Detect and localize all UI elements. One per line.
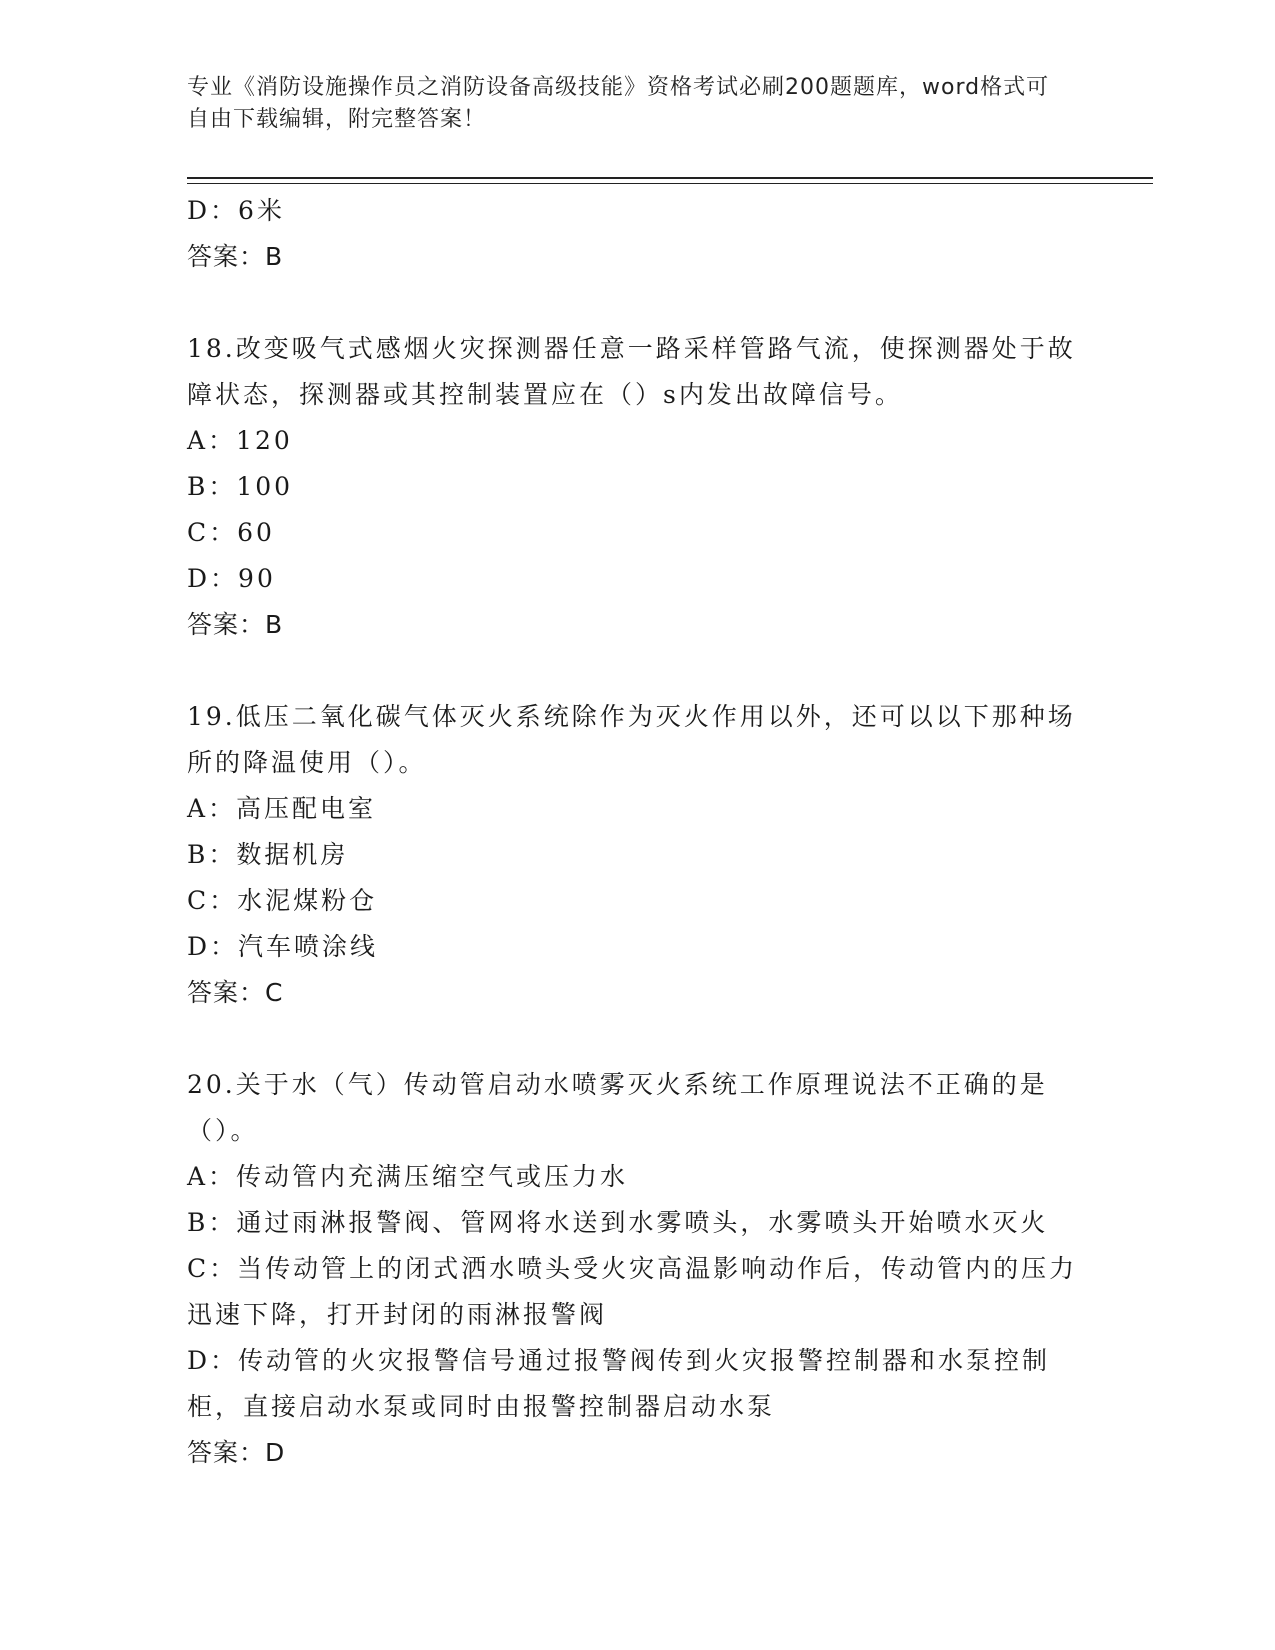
question-20-option-b: B：通过雨淋报警阀、管网将水送到水雾喷头，水雾喷头开始喷水灭火 — [187, 1208, 1049, 1237]
question-18-option-b: B：100 — [187, 472, 294, 501]
question-content — [187, 188, 1087, 1476]
question-19-option-b: B：数据机房 — [187, 840, 349, 869]
question-20-option-c: C：当传动管上的闭式洒水喷头受火灾高温影响动作后，传动管内的压力迅速下降，打开封闭的雨淋报警阀 — [187, 1254, 1078, 1329]
question-19-stem: 19.低压二氧化碳气体灭火系统除作为灭火作用以外，还可以以下那种场所的降温使用（）。 — [187, 702, 1076, 777]
question-19-answer: 答案：C — [187, 978, 284, 1007]
prev-answer: 答案：B — [187, 242, 284, 271]
question-18-option-a: A：120 — [187, 426, 293, 455]
document-header: 专业《消防设施操作员之消防设备高级技能》资格考试必刷200题题库，word格式可自由下载编辑，附完整答案！ — [187, 75, 1050, 132]
prev-option-d: D：6米 — [187, 196, 285, 225]
question-20-option-a: A：传动管内充满压缩空气或压力水 — [187, 1162, 629, 1191]
question-18-option-d: D：90 — [187, 564, 276, 593]
question-20-stem: 20.关于水（气）传动管启动水喷雾灭火系统工作原理说法不正确的是（）。 — [187, 1070, 1048, 1145]
header-rule-thick — [187, 177, 1153, 179]
spacer — [187, 280, 1087, 326]
question-20-answer: 答案：D — [187, 1438, 286, 1467]
spacer — [187, 1016, 1087, 1062]
header-rule-thin — [187, 183, 1153, 184]
question-19-option-d: D：汽车喷涂线 — [187, 932, 379, 961]
question-18-option-c: C：60 — [187, 518, 275, 547]
spacer — [187, 648, 1087, 694]
question-19-option-a: A：高压配电室 — [187, 794, 377, 823]
question-18-stem: 18.改变吸气式感烟火灾探测器任意一路采样管路气流，使探测器处于故障状态，探测器或其控制装置应在（）s内发出故障信号。 — [187, 334, 1076, 409]
question-20-option-d: D：传动管的火灾报警信号通过报警阀传到火灾报警控制器和水泵控制柜，直接启动水泵或同时由报警控制器启动水泵 — [187, 1346, 1051, 1421]
question-19-option-c: C：水泥煤粉仓 — [187, 886, 378, 915]
question-18-answer: 答案：B — [187, 610, 284, 639]
